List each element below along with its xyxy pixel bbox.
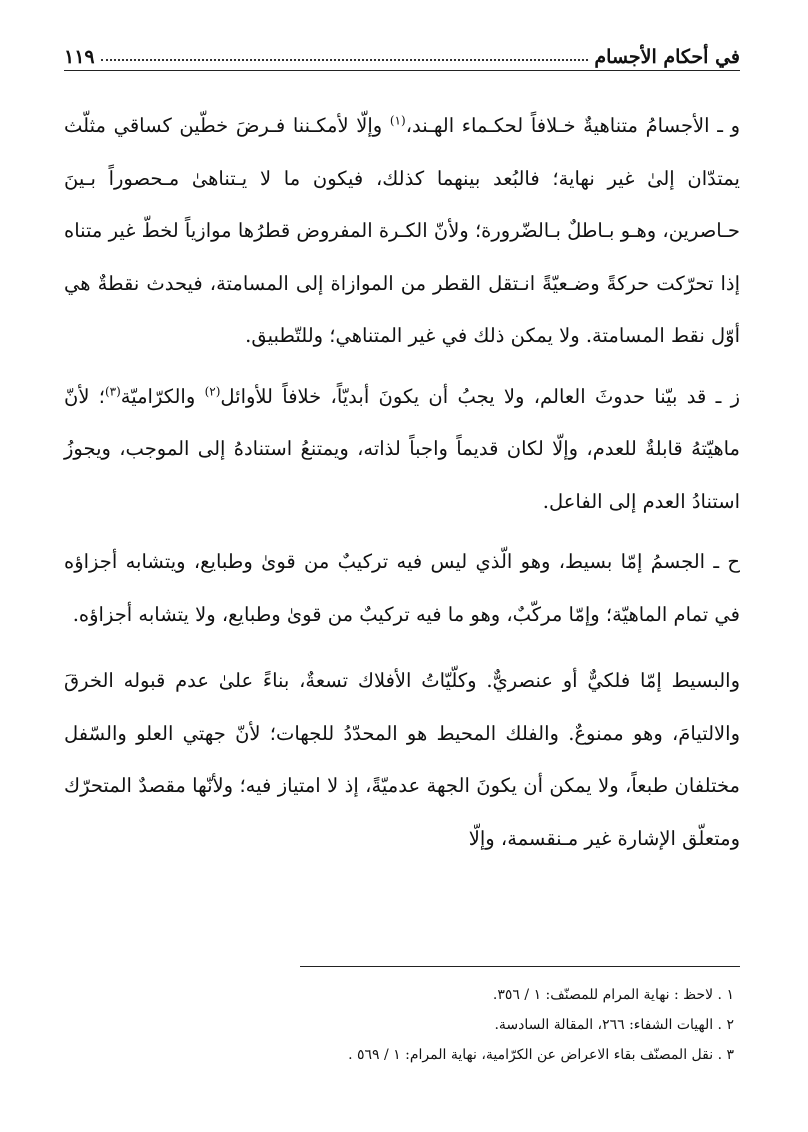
header-title: في أحكام الأجسام <box>594 46 740 68</box>
paragraph-text: والبسيط إمّا فلكيٌّ أو عنصريٌّ. وكلّيّاتُ الأفلاك تسعةٌ، بناءً علىٰ عدم قبوله الخرقَ والالتيامَ، وهو ممنوعٌ. والفلك المحيط هو المحدّدُ للجهات؛ لأنّ جهتي العلو والسّفل مختلفان طبعاً، ولا يمكن أن يكونَ الجهة عدميّةً، إذ لا امتياز فيه؛ ولأنّها مقصدٌ المتحرّك ومتعلّق الإشارة غير مـنقسمة، وإلّا <box>64 669 740 850</box>
footnote-3: ٣ . نقل المصنّف بقاء الاعراض عن الكرّامية، نهاية المرام: ١ / ٥٦٩ . <box>348 1047 734 1063</box>
paragraph-waw <box>64 100 740 363</box>
paragraph-text: وإلّا لأمكـننا فـرضَ خطّين كساقي مثلّث يمتدّان إلىٰ غير نهاية؛ فالبُعد بينهما كذلك، فيكون ما لا يـتناهىٰ مـحصوراً بـينَ حـاصرين، وهـو بـاطلٌ بـالضّرورة؛ ولأنّ الكـرة المفروض قطرُها موازياً لخطّ غير متناه إذا تحرّكت حركةً وضـعيّةً انـتقل القطر من الموازاة إلى المسامتة، فيحدث نقطةٌ هي أوّل نقط المسامتة. ولا يمكن ذلك في غير المتناهي؛ وللتّطبيق. <box>64 114 740 347</box>
paragraph-text: والكرّاميّة <box>120 384 205 408</box>
footnote-2: ٢ . الهيات الشفاء: ٢٦٦، المقالة السادسة. <box>494 1017 734 1033</box>
paragraph-basit <box>64 655 740 865</box>
paragraph-text: ؛ لأنّ ماهيّتهُ قابلةٌ للعدم، وإلّا لكان قديماً واجباً لذاته، ويمتنعُ استنادهُ إلى الموجب، ويجوزُ استنادُ العدم إلى الفاعل. <box>64 384 740 513</box>
running-header <box>64 28 740 68</box>
footnote-ref-2[interactable]: (٢) <box>204 384 221 398</box>
footnote-ref-3[interactable]: (٣) <box>104 384 121 398</box>
page-number: ١١٩ <box>64 46 95 68</box>
paragraph-text: ز ـ قد بيّنا حدوثَ العالم، ولا يجبُ أن يكونَ أبديّاً، خلافاً للأوائل <box>220 384 740 408</box>
main-text <box>64 100 740 865</box>
header-dot-leader <box>101 59 589 61</box>
footnotes <box>64 980 740 1070</box>
footnote-separator <box>300 966 740 967</box>
footnote-ref-1[interactable]: (١) <box>389 113 406 128</box>
paragraph-text: ح ـ الجسمُ إمّا بسيط، وهو الّذي ليس فيه تركيبٌ من قوىٰ وطبايع، ويتشابه أجزاؤه في تمام الماهيّة؛ وإمّا مركّبٌ، وهو ما فيه تركيبٌ من قوىٰ وطبايع، ولا يتشابه أجزاؤه. <box>64 550 740 626</box>
footnote-1: ١ . لاحظ : نهاية المرام للمصنّف: ١ / ٣٥٦. <box>492 987 734 1003</box>
paragraph-text: و ـ الأجسامُ متناهيةٌ خـلافاً لحكـماء الهـند، <box>405 114 740 137</box>
paragraph-ha <box>64 536 740 641</box>
paragraph-zay <box>64 371 740 529</box>
header-rule <box>64 70 740 71</box>
